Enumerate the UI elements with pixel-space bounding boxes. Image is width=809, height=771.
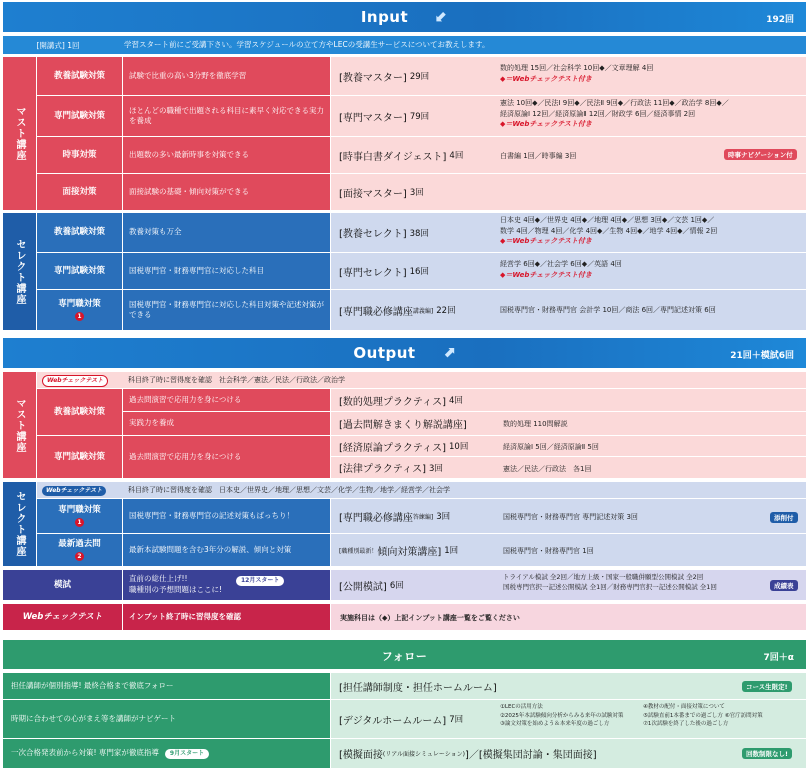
course-title: [教養セレクト] 38回 (339, 228, 429, 240)
course-title: [公開模試] 6回 (339, 581, 404, 593)
arrow-icon: ⬈ (443, 343, 456, 361)
follow-count: 7回＋α (763, 653, 794, 663)
course-title: [時事白書ダイジェスト] 4回 (339, 151, 464, 163)
output-must-desc: 過去問演習で応用力を身につける (123, 389, 330, 411)
opening-desc: 学習スタート前にご受講下さい。学習スケジュールの立て方やLECの受講生サービスについてお教えします。 (124, 39, 490, 49)
follow-header (3, 640, 806, 669)
course-title: [専門職必修講座 答練編] 3回 (339, 512, 451, 524)
follow-title: フォロー (381, 650, 428, 663)
must-group-label: マスト講座 (3, 57, 36, 210)
follow-desc: 担任講師が個別指導! 最終合格まで徹底フォロー (3, 673, 330, 699)
web-check-pill: Webチェックテスト (42, 375, 108, 387)
mock-label: 模試 (3, 570, 122, 600)
must-row-label: 面接対策 (37, 174, 122, 210)
unlimited-badge: 回数制限なし! (742, 748, 792, 759)
mock-desc: 直前の総仕上げ!! 職種別の予想問題はここに! 12月スタート (123, 570, 330, 600)
output-count: 21回＋模試6回 (730, 351, 794, 361)
course-member-badge: コース生限定! (742, 681, 792, 692)
output-select-desc: 国税専門官・財務専門官の記述対策もばっちり！ (123, 499, 330, 533)
select-row-label: 専門職対策 1 (37, 290, 122, 330)
course-title: [面接マスター] 3回 (339, 188, 424, 200)
must-row-label: 教養試験対策 (37, 57, 122, 95)
course-detail: 憲法 10回◆／民法Ⅰ 9回◆／民法Ⅱ 9回◆／行政法 11回◆／政治学 8回◆／ 経済原論Ⅰ 12回／経済原論Ⅱ 12回／財政学 6回／経済事情 2回 ◆＝Webチェックテスト付き (500, 99, 729, 128)
web-check-desc: 科目終了時に習得度を確認 日本史／世界史／地理／思想／文芸／化学／生物／地学／経営学／社会学 (128, 486, 450, 494)
course-title: [経済原論プラクティス] 10回 (339, 442, 469, 454)
course-detail: 国税専門官・財務専門官 専門記述対策 3回 (503, 513, 638, 521)
course-title: [教養マスター] 29回 (339, 72, 430, 84)
output-header (3, 338, 806, 368)
opening-label: [開講式] 1回 (36, 40, 80, 50)
web-test-detail: 実施科目は（◆）上記インプット講座一覧をご覧ください (340, 614, 520, 622)
select-row-desc: 国税専門官・財務専門官に対応した科目対策や記述対策ができる (123, 290, 330, 330)
course-detail: ①LECの活用方法 ②2025年本試験傾向分析からみる来年の試験対策 ③論文対策を始めよう＆本来年度の過ごし方 (500, 704, 624, 728)
start-tag: 12月スタート (236, 576, 284, 586)
course-title: [デジタルホームルーム] 7回 (339, 715, 464, 727)
score-report-badge: 成績表 (770, 580, 798, 591)
select-row-desc: 国税専門官・財務専門官に対応した科目 (123, 253, 330, 289)
select-group-label: セレクト講座 (3, 213, 36, 330)
input-count: 192回 (766, 15, 794, 25)
select-row-desc: 教養対策も万全 (123, 213, 330, 252)
jiji-navigation-badge: 時事ナビゲーション付 (724, 149, 797, 160)
output-must-label: 専門試験対策 (37, 436, 122, 478)
output-must-label: 教養試験対策 (37, 389, 122, 435)
web-test-label: Webチェックテスト (3, 604, 122, 630)
must-row-desc: 出題数の多い最新時事を対策できる (123, 137, 330, 173)
output-select-group-label: セレクト講座 (3, 482, 36, 566)
course-detail: 国税専門官・財務専門官 会計学 10回／商法 6回／専門記述対策 6回 (500, 306, 716, 314)
output-select-desc: 最新本試験問題を含む3年分の解説、傾向と対策 (123, 534, 330, 566)
input-title: Input (360, 8, 409, 26)
follow-desc: 時期に合わせての心がまえ等を講師がナビゲート (3, 700, 330, 738)
correction-badge: 添削付 (770, 512, 798, 523)
must-row-desc: 面接試験の基礎・傾向対策ができる (123, 174, 330, 210)
must-row-desc: ほとんどの職種で出題される科目に素早く対応できる実力を養成 (123, 96, 330, 136)
start-tag: 9月スタート (165, 749, 209, 759)
input-header (3, 2, 806, 32)
course-detail: 経済原論Ⅰ 5回／経済原論Ⅱ 5回 (503, 443, 599, 451)
course-title: [専門職必修講座 講義編] 22回 (339, 306, 456, 318)
course-title: [数的処理プラクティス] 4回 (339, 396, 463, 408)
output-must-desc: 過去問演習で応用力を身につける (123, 436, 330, 478)
web-check-pill: Webチェックテスト (42, 486, 106, 496)
output-must-desc: 実践力を養成 (123, 412, 330, 435)
must-row-label: 時事対策 (37, 137, 122, 173)
output-select-label: 専門職対策 1 (37, 499, 122, 533)
number-badge: 1 (75, 518, 84, 527)
arrow-icon: ⬋ (435, 7, 448, 25)
follow-desc: 一次合格発表前から対策! 専門家が徹底指導 9月スタート (3, 739, 330, 768)
course-detail: 数的処理 110問解説 (503, 420, 568, 428)
output-must-group-label: マスト講座 (3, 372, 36, 478)
output-select-label: 最新過去問 2 (37, 534, 122, 566)
course-title: [専門セレクト] 16回 (339, 267, 429, 279)
course-detail: ④教材の配付・面接対策について ⑤試験直前1本番までの過ごし方 ⑥官庁訪問対策 ⑦1次試験を終了した後の過ごし方 (643, 704, 763, 728)
number-badge: 2 (75, 552, 84, 561)
must-row-label: 専門試験対策 (37, 96, 122, 136)
course-title: [担任講師制度・担任ホームルーム] (339, 682, 497, 694)
course-detail: 経営学 6回◆／社会学 6回◆／英語 4回 ◆＝Webチェックテスト付き (500, 260, 622, 279)
course-detail: 憲法／民法／行政法 各1回 (503, 465, 592, 473)
web-check-desc: 科目終了時に習得度を確認 社会科学／憲法／民法／行政法／政治学 (128, 376, 345, 384)
number-badge: 1 (75, 312, 84, 321)
course-detail: 白書編 1回／時事編 3回 (500, 152, 577, 160)
output-title: Output (353, 344, 416, 362)
must-row-desc: 試験で比重の高い3分野を徹底学習 (123, 57, 330, 95)
course-title: [専門マスター] 79回 (339, 112, 430, 124)
course-title: [過去問解きまくり解説講座] (339, 420, 467, 431)
course-title: [職種別最新！ 傾向対策講座] 1回 (339, 546, 459, 558)
course-detail: トライアル模試 全2回／地方上級・国家一般職併願型公開模試 全2回 国税専門官択一記述公開模試 全1回／財務専門官択一記述公開模試 全1回 (503, 573, 717, 591)
course-detail: 日本史 4回◆／世界史 4回◆／地理 4回◆／思想 3回◆／文芸 1回◆／ 数学 4回／物理 4回／化学 4回◆／生物 4回◆／地学 4回◆／情報 2回 ◆＝Webチェックテスト付き (500, 216, 718, 245)
course-title: [法律プラクティス] 3回 (339, 463, 443, 475)
course-detail: 数的処理 15回／社会科学 10回◆／文章理解 4回 ◆＝Webチェックテスト付き (500, 64, 654, 83)
web-test-desc: インプット終了時に習得度を確認 (123, 604, 330, 630)
select-row-label: 教養試験対策 (37, 213, 122, 252)
select-row-label: 専門試験対策 (37, 253, 122, 289)
course-title: [模擬面接 (リアル面接シミュレーション) ]／[模擬集団討論・集団面接] (339, 750, 597, 761)
course-detail: 国税専門官・財務専門官 1回 (503, 547, 594, 555)
